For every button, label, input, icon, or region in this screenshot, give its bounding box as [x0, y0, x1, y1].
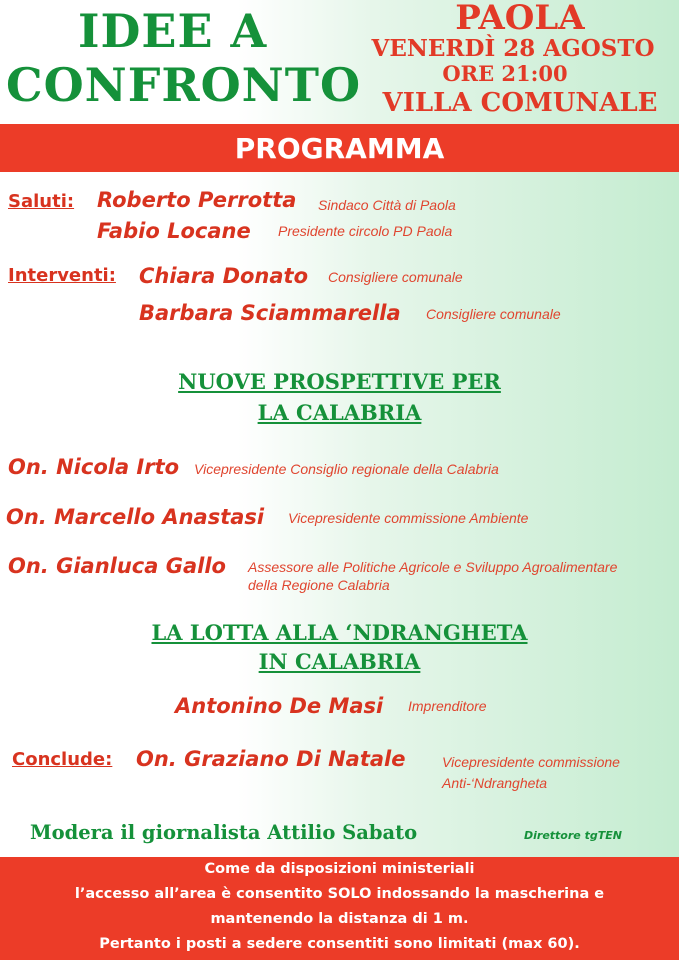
- program-heading: PROGRAMMA: [234, 132, 445, 165]
- speaker-role-line1: Vicepresidente commissione: [442, 754, 620, 770]
- moderator-role: Direttore tgTEN: [524, 829, 622, 842]
- speaker-role: Imprenditore: [408, 698, 487, 714]
- notice-line: Come da disposizioni ministeriali: [204, 861, 475, 877]
- event-title-line2: CONFRONTO: [6, 58, 362, 112]
- moderator-line: Modera il giornalista Attilio Sabato: [30, 821, 418, 844]
- speaker-role: Sindaco Città di Paola: [318, 197, 456, 213]
- event-venue: VILLA COMUNALE: [382, 88, 658, 118]
- section-title-line1: LA LOTTA ALLA ‘NDRANGHETA: [151, 620, 528, 645]
- event-title-line1: IDEE A: [78, 4, 268, 58]
- speaker-role: Vicepresidente Consiglio regionale della Calabria: [194, 461, 499, 477]
- saluti-label: Saluti:: [8, 191, 75, 212]
- speaker-name: Chiara Donato: [139, 264, 309, 288]
- speaker-name: Antonino De Masi: [175, 694, 384, 718]
- speaker-name: Roberto Perrotta: [97, 188, 297, 212]
- speaker-name: Barbara Sciammarella: [139, 301, 401, 325]
- speaker-name: On. Graziano Di Natale: [136, 747, 406, 771]
- speaker-role: Presidente circolo PD Paola: [278, 223, 453, 239]
- event-time: ORE 21:00: [442, 61, 568, 86]
- speaker-role-line2: della Regione Calabria: [248, 577, 390, 593]
- section-title-line2: IN CALABRIA: [258, 649, 421, 674]
- section-title-line1: NUOVE PROSPETTIVE PER: [178, 369, 501, 394]
- speaker-role: Consigliere comunale: [426, 306, 561, 322]
- speaker-name: Fabio Locane: [97, 219, 251, 243]
- event-date: VENERDÌ 28 AGOSTO: [371, 35, 655, 62]
- speaker-name: On. Gianluca Gallo: [8, 554, 226, 578]
- speaker-role-line1: Assessore alle Politiche Agricole e Sviluppo Agroalimentare: [248, 559, 618, 575]
- section-title-line2: LA CALABRIA: [257, 400, 422, 425]
- speaker-role: Consigliere comunale: [328, 269, 463, 285]
- speaker-name: On. Nicola Irto: [8, 455, 180, 479]
- speaker-name: On. Marcello Anastasi: [6, 505, 265, 529]
- speaker-role: Vicepresidente commissione Ambiente: [288, 510, 529, 526]
- interventi-label: Interventi:: [8, 265, 116, 286]
- notice-line: l’accesso all’area è consentito SOLO indossando la mascherina e: [74, 886, 605, 902]
- notice-line: mantenendo la distanza di 1 m.: [210, 911, 469, 927]
- event-city: PAOLA: [455, 0, 585, 38]
- conclude-label: Conclude:: [12, 749, 113, 770]
- notice-line: Pertanto i posti a sedere consentiti sono limitati (max 60).: [99, 936, 580, 952]
- speaker-role-line2: Anti-‘Ndrangheta: [442, 775, 548, 791]
